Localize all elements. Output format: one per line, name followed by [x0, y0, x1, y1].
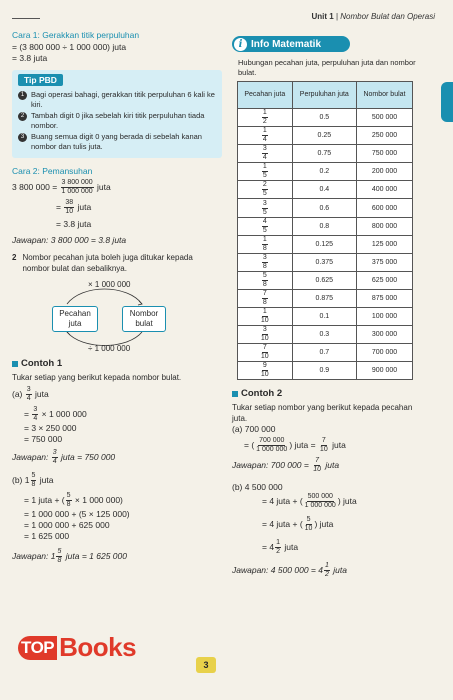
- cara1-line2: = 3.8 juta: [12, 53, 48, 63]
- fraction: $\frac{1}{2}$: [276, 539, 280, 556]
- tip-item: [18, 132, 216, 151]
- cell-decimal: 0.4: [292, 181, 356, 199]
- cell-decimal: 0.5: [292, 109, 356, 127]
- contoh2-a-line2: = ( $\frac{700 000}{1 000 000}$ ) juta = $\frac{7}{10}$ juta: [244, 437, 346, 454]
- cell-whole: 750 000: [356, 145, 412, 163]
- contoh2-intro: Tukar setiap nombor yang berikut kepada pecahan juta.: [232, 403, 413, 424]
- diagram-left-box: Pecahan juta: [52, 306, 98, 332]
- fraction: $\frac{700 000}{1 000 000}$: [256, 437, 288, 454]
- square-bullet-icon: [12, 361, 18, 367]
- cell-whole: 625 000: [356, 271, 412, 289]
- cell-fraction: [238, 289, 293, 307]
- contoh2-b-line2: = 4 juta + ( $\frac{5}{10}$ ) juta: [262, 516, 334, 533]
- cell-whole: 500 000: [356, 109, 412, 127]
- cell-decimal: 0.1: [292, 308, 356, 326]
- contoh1-a-line2: = $\frac{3}{4}$ × 1 000 000: [24, 406, 87, 422]
- contoh1-title: Contoh 1: [12, 358, 222, 369]
- tip-text: Bagi operasi bahagi, gerakkan titik perpuluhan 6 kali ke kiri.: [31, 90, 215, 109]
- fraction: $\frac{3}{10}$: [260, 326, 269, 343]
- cell-fraction: [238, 326, 293, 344]
- fraction: $\frac{1}{2}$: [324, 562, 329, 579]
- cell-fraction: [238, 235, 293, 253]
- tip-text: Buang semua digit 0 yang berada di sebelah kanan nombor dan tulis juta.: [31, 132, 202, 151]
- info-title: Info Matematik: [251, 38, 322, 50]
- logo-top-text: TOP: [18, 636, 57, 660]
- table-row: [238, 127, 413, 145]
- cell-fraction: [238, 253, 293, 271]
- note-2: 2 Nombor pecahan juta boleh juga ditukar kepada nombor bulat dan sebaliknya.: [12, 253, 193, 273]
- cell-fraction: [238, 217, 293, 235]
- cara1-title: Cara 1: Gerakkan titik perpuluhan: [12, 30, 140, 40]
- table-row: [238, 199, 413, 217]
- cell-whole: 900 000: [356, 362, 412, 380]
- fraction: $\frac{9}{10}$: [260, 362, 269, 379]
- diagram-top-label: × 1 000 000: [88, 280, 131, 289]
- cell-decimal: 0.375: [292, 253, 356, 271]
- conversion-diagram: [12, 274, 222, 354]
- info-description: Hubungan pecahan juta, perpuluhan juta dan nombor bulat.: [238, 58, 416, 77]
- cell-fraction: [238, 109, 293, 127]
- cell-whole: 400 000: [356, 181, 412, 199]
- table-row: [238, 145, 413, 163]
- contoh2-a-answer: Jawapan: 700 000 = $\frac{7}{10}$ juta: [232, 457, 340, 474]
- cell-fraction: [238, 308, 293, 326]
- info-icon: i: [234, 38, 247, 51]
- column-header: Perpuluhan juta: [292, 82, 356, 109]
- tip-number: 3: [18, 133, 27, 142]
- column-header: Pecahan juta: [238, 82, 293, 109]
- cara2-line3: = 3.8 juta: [56, 219, 92, 229]
- column-header: Nombor bulat: [356, 82, 412, 109]
- cara2-title: Cara 2: Pemansuhan: [12, 166, 93, 176]
- contoh2-b-line0: (b) 4 500 000: [232, 482, 283, 493]
- fraction: $\frac{4}{5}$: [262, 217, 267, 234]
- contoh1-a-line1: (a) $\frac{3}{4}$ juta: [12, 386, 49, 402]
- cell-whole: 800 000: [356, 217, 412, 235]
- fraction: $\frac{3}{5}$: [262, 199, 267, 216]
- fraction: $\frac{3}{4}$: [262, 145, 267, 162]
- contoh1-a-line4: = 750 000: [24, 434, 63, 444]
- cell-whole: 250 000: [356, 127, 412, 145]
- left-column: [12, 30, 222, 565]
- fraction: $\frac{7}{10}$: [260, 344, 269, 361]
- contoh1-b-line5: = 1 625 000: [24, 531, 70, 541]
- cara2-line2: = $\frac{38}{10}$ juta: [56, 199, 92, 215]
- header-rule: [12, 18, 40, 19]
- fraction: $\frac{38}{10}$: [65, 199, 74, 215]
- fraction: $\frac{3}{4}$: [26, 386, 31, 402]
- contoh1-a-line3: = 3 × 250 000: [24, 423, 77, 433]
- cell-whole: 125 000: [356, 235, 412, 253]
- cell-fraction: [238, 127, 293, 145]
- cell-decimal: 0.8: [292, 217, 356, 235]
- square-bullet-icon: [232, 391, 238, 397]
- diagram-bottom-label: ÷ 1 000 000: [88, 344, 131, 353]
- table-row: [238, 181, 413, 199]
- fraction: $\frac{1}{5}$: [262, 163, 267, 180]
- fraction: $\frac{7}{10}$: [313, 457, 321, 474]
- fraction: $\frac{3}{8}$: [262, 253, 267, 270]
- tip-item: [18, 90, 216, 109]
- cell-decimal: 0.6: [292, 199, 356, 217]
- table-row: [238, 289, 413, 307]
- table-row: [238, 344, 413, 362]
- cell-decimal: 0.7: [292, 344, 356, 362]
- cell-decimal: 0.9: [292, 362, 356, 380]
- table-header-row: [238, 82, 413, 109]
- fraction: $\frac{7}{10}$: [319, 437, 328, 454]
- tip-number: 2: [18, 112, 27, 121]
- page-number: 3: [196, 657, 216, 673]
- fraction: $\frac{5}{8}$: [31, 472, 36, 488]
- logo-books-text: Books: [59, 632, 137, 662]
- fraction: $\frac{5}{8}$: [57, 548, 62, 564]
- topbooks-logo: [18, 632, 136, 663]
- table-row: [238, 308, 413, 326]
- tip-text: Tambah digit 0 jika sebelah kiri titik perpuluhan tiada nombor.: [31, 111, 205, 130]
- contoh1-b-answer: Jawapan: 1 $\frac{5}{8}$ juta = 1 625 000: [12, 548, 127, 564]
- fraction: $\frac{3 800 000}{1 000 000}$: [61, 179, 93, 195]
- contoh2-title: Contoh 2: [232, 388, 422, 399]
- fraction: $\frac{2}{5}$: [262, 181, 267, 198]
- fraction: $\frac{5}{8}$: [262, 271, 267, 288]
- cell-fraction: [238, 145, 293, 163]
- right-column: [232, 36, 422, 579]
- cell-fraction: [238, 199, 293, 217]
- cell-whole: 600 000: [356, 199, 412, 217]
- fraction: $\frac{1}{4}$: [262, 127, 267, 144]
- fraction: $\frac{500 000}{1 000 000}$: [304, 493, 336, 510]
- cell-decimal: 0.25: [292, 127, 356, 145]
- cell-fraction: [238, 271, 293, 289]
- cell-decimal: 0.3: [292, 326, 356, 344]
- contoh1-b-line1: (b) 1 $\frac{5}{8}$ juta: [12, 472, 54, 488]
- table-row: [238, 326, 413, 344]
- contoh2-b-answer: Jawapan: 4 500 000 = 4 $\frac{1}{2}$ juta: [232, 562, 347, 579]
- table-row: [238, 163, 413, 181]
- cell-whole: 200 000: [356, 163, 412, 181]
- cell-decimal: 0.2: [292, 163, 356, 181]
- table-row: [238, 217, 413, 235]
- conversion-table: [237, 81, 413, 380]
- fraction: $\frac{3}{4}$: [52, 449, 57, 465]
- cell-fraction: [238, 163, 293, 181]
- info-header: [232, 36, 350, 52]
- cell-fraction: [238, 362, 293, 380]
- diagram-right-box: Nombor bulat: [122, 306, 166, 332]
- tip-box: [12, 70, 222, 158]
- tip-item: [18, 111, 216, 130]
- cell-whole: 700 000: [356, 344, 412, 362]
- contoh2-b-line1: = 4 juta + ( $\frac{500 000}{1 000 000}$ ) juta: [262, 493, 357, 510]
- contoh2-a-line1: (a) 700 000: [232, 424, 276, 435]
- cell-whole: 375 000: [356, 253, 412, 271]
- fraction: $\frac{1}{10}$: [260, 308, 269, 325]
- cell-whole: 300 000: [356, 326, 412, 344]
- tip-number: 1: [18, 91, 27, 100]
- page-header: Unit 1 | Nombor Bulat dan Operasi: [311, 12, 435, 21]
- contoh1-b-line4: = 1 000 000 + 625 000: [24, 520, 110, 530]
- cell-whole: 875 000: [356, 289, 412, 307]
- cara2-line1: 3 800 000 = $\frac{3 800 000}{1 000 000}$ juta: [12, 179, 111, 195]
- cara1-line1: = (3 800 000 ÷ 1 000 000) juta: [12, 42, 127, 52]
- fraction: $\frac{7}{8}$: [262, 289, 267, 306]
- table-row: [238, 253, 413, 271]
- tip-title: Tip PBD: [18, 74, 63, 86]
- cell-decimal: 0.625: [292, 271, 356, 289]
- contoh1-a-answer: Jawapan: $\frac{3}{4}$ juta = 750 000: [12, 449, 116, 465]
- cell-fraction: [238, 344, 293, 362]
- fraction: $\frac{1}{8}$: [262, 235, 267, 252]
- cell-fraction: [238, 181, 293, 199]
- chapter-side-tab: [441, 82, 453, 122]
- cell-decimal: 0.75: [292, 145, 356, 163]
- contoh2-b-line3: = 4 $\frac{1}{2}$ juta: [262, 539, 299, 556]
- fraction: $\frac{5}{10}$: [304, 516, 313, 533]
- contoh1-b-line2: = 1 juta + ( $\frac{5}{8}$ × 1 000 000): [24, 492, 123, 508]
- table-row: [238, 235, 413, 253]
- fraction: $\frac{1}{2}$: [262, 109, 267, 126]
- cell-decimal: 0.125: [292, 235, 356, 253]
- contoh1-b-line3: = 1 000 000 + (5 × 125 000): [24, 509, 130, 519]
- cell-whole: 100 000: [356, 308, 412, 326]
- contoh1-intro: Tukar setiap yang berikut kepada nombor bulat.: [12, 373, 182, 382]
- cell-decimal: 0.875: [292, 289, 356, 307]
- table-row: [238, 109, 413, 127]
- fraction: $\frac{5}{8}$: [66, 492, 71, 508]
- table-row: [238, 362, 413, 380]
- table-row: [238, 271, 413, 289]
- cara2-answer: Jawapan: 3 800 000 = 3.8 juta: [12, 235, 127, 245]
- fraction: $\frac{3}{4}$: [33, 406, 38, 422]
